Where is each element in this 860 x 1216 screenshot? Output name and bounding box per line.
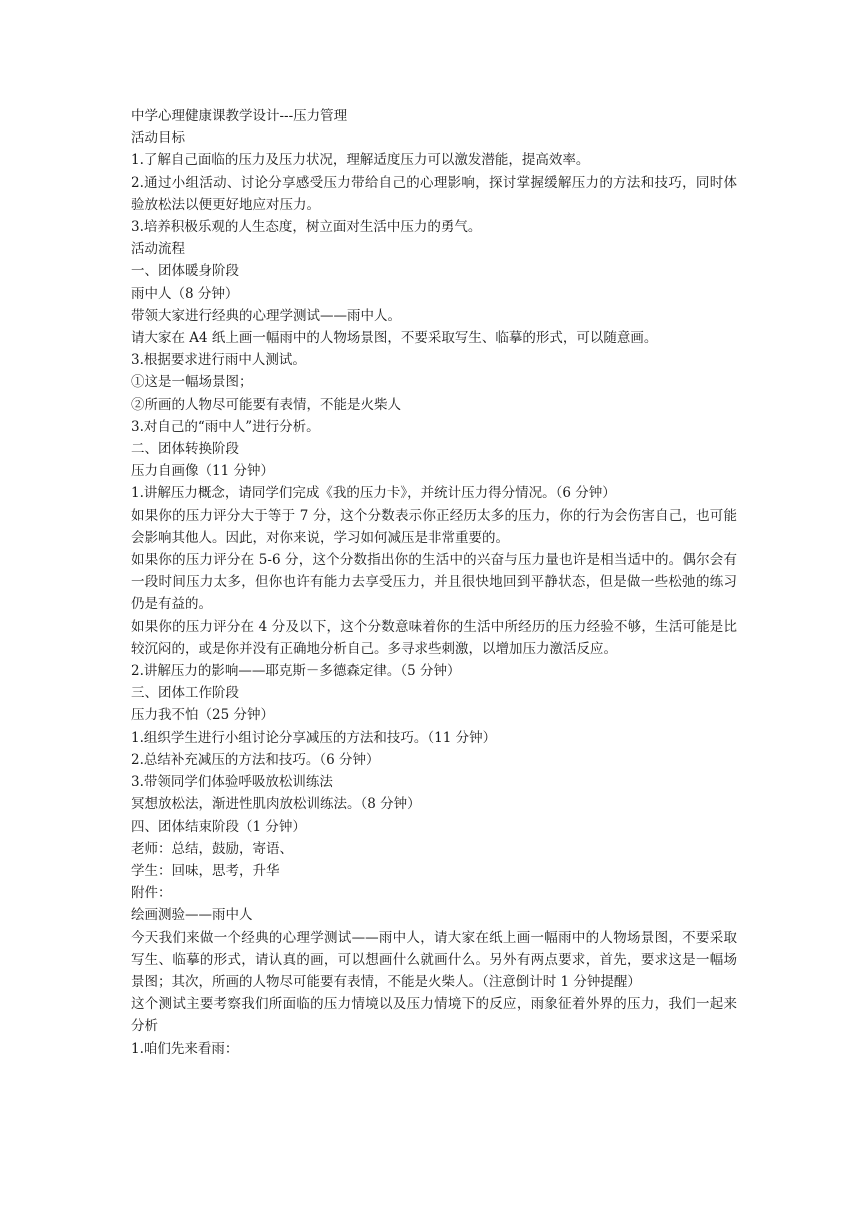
stage1-line-3: 3.根据要求进行雨中人测试。 <box>131 352 306 369</box>
process-heading: 活动流程 <box>131 241 185 258</box>
stage1-line-4: ①这是一幅场景图； <box>131 374 253 391</box>
stage3-line-4: 冥想放松法，渐进性肌肉放松训练法。（8 分钟） <box>131 796 421 813</box>
stage1-activity: 雨中人（8 分钟） <box>131 285 239 302</box>
stage1-line-5: ②所画的人物尽可能要有表情，不能是火柴人 <box>131 396 401 413</box>
stage1-line-2: 请大家在 A4 纸上画一幅雨中的人物场景图，不要采取写生、临摹的形式，可以随意画。 <box>131 330 658 347</box>
stage2-activity: 压力自画像（11 分钟） <box>131 463 274 480</box>
stage2-heading: 二、团体转换阶段 <box>131 441 239 458</box>
stage2-para-3: 如果你的压力评分在 4 分及以下，这个分数意味着你的生活中所经历的压力经验不够，生活可能是比较沉闷的，或是你并没有正确地分析自己。多寻求些刺激，以增加压力激活反应。 <box>131 618 737 657</box>
stage3-activity: 压力我不怕（25 分钟） <box>131 707 274 724</box>
appendix-para-2: 这个测试主要考察我们所面临的压力情境以及压力情境下的反应，雨象征着外界的压力，我们一起来分析 <box>131 996 737 1035</box>
stage3-heading: 三、团体工作阶段 <box>131 685 239 702</box>
goals-heading: 活动目标 <box>131 130 185 147</box>
stage1-heading: 一、团体暖身阶段 <box>131 263 239 280</box>
stage4-line-1: 老师：总结，鼓励，寄语、 <box>131 840 293 857</box>
goal-item-1: 1.了解自己面临的压力及压力状况，理解适度压力可以激发潜能，提高效率。 <box>131 152 590 169</box>
stage2-para-2: 如果你的压力评分在 5-6 分，这个分数指出你的生活中的兴奋与压力量也许是相当适中的。偶尔会有一段时间压力太多，但你也许有能力去享受压力，并且很快地回到平静状态，但是做一些松弛的练习仍是有益的。 <box>131 552 737 613</box>
appendix-heading: 附件： <box>131 885 172 902</box>
stage2-item-2: 2.讲解压力的影响——耶克斯－多德森定律。（5 分钟） <box>131 663 461 680</box>
document-page <box>131 105 737 1060</box>
appendix-subheading: 绘画测验——雨中人 <box>131 907 253 924</box>
stage3-line-1: 1.组织学生进行小组讨论分享减压的方法和技巧。（11 分钟） <box>131 729 497 746</box>
appendix-item-1: 1.咱们先来看雨： <box>131 1040 239 1057</box>
goal-item-3: 3.培养积极乐观的人生态度，树立面对生活中压力的勇气。 <box>131 219 482 236</box>
goal-item-2: 2.通过小组活动、讨论分享感受压力带给自己的心理影响，探讨掌握缓解压力的方法和技巧，同时体验放松法以便更好地应对压力。 <box>131 174 737 213</box>
stage2-item-1: 1.讲解压力概念，请同学们完成《我的压力卡》，并统计压力得分情况。（6 分钟） <box>131 485 616 502</box>
stage4-line-2: 学生：回味，思考，升华 <box>131 862 280 879</box>
document-title: 中学心理健康课教学设计---压力管理 <box>131 108 348 124</box>
stage3-line-2: 2.总结补充减压的方法和技巧。（6 分钟） <box>131 751 380 768</box>
stage3-line-3: 3.带领同学们体验呼吸放松训练法 <box>131 774 333 791</box>
stage4-heading: 四、团体结束阶段（1 分钟） <box>131 818 306 835</box>
stage1-line-1: 带领大家进行经典的心理学测试——雨中人。 <box>131 307 401 324</box>
stage2-para-1: 如果你的压力评分大于等于 7 分，这个分数表示你正经历太多的压力，你的行为会伤害自己，也可能会影响其他人。因此，对你来说，学习如何减压是非常重要的。 <box>131 507 737 546</box>
stage1-line-6: 3.对自己的“雨中人”进行分析。 <box>131 418 320 435</box>
appendix-para-1: 今天我们来做一个经典的心理学测试——雨中人，请大家在纸上画一幅雨中的人物场景图，不要采取写生、临摹的形式，请认真的画，可以想画什么就画什么。另外有两点要求，首先，要求这是一幅场景图；其次，所画的人物尽可能要有表情，不能是火柴人。（注意倒计时 1 分钟提醒） <box>131 929 737 990</box>
